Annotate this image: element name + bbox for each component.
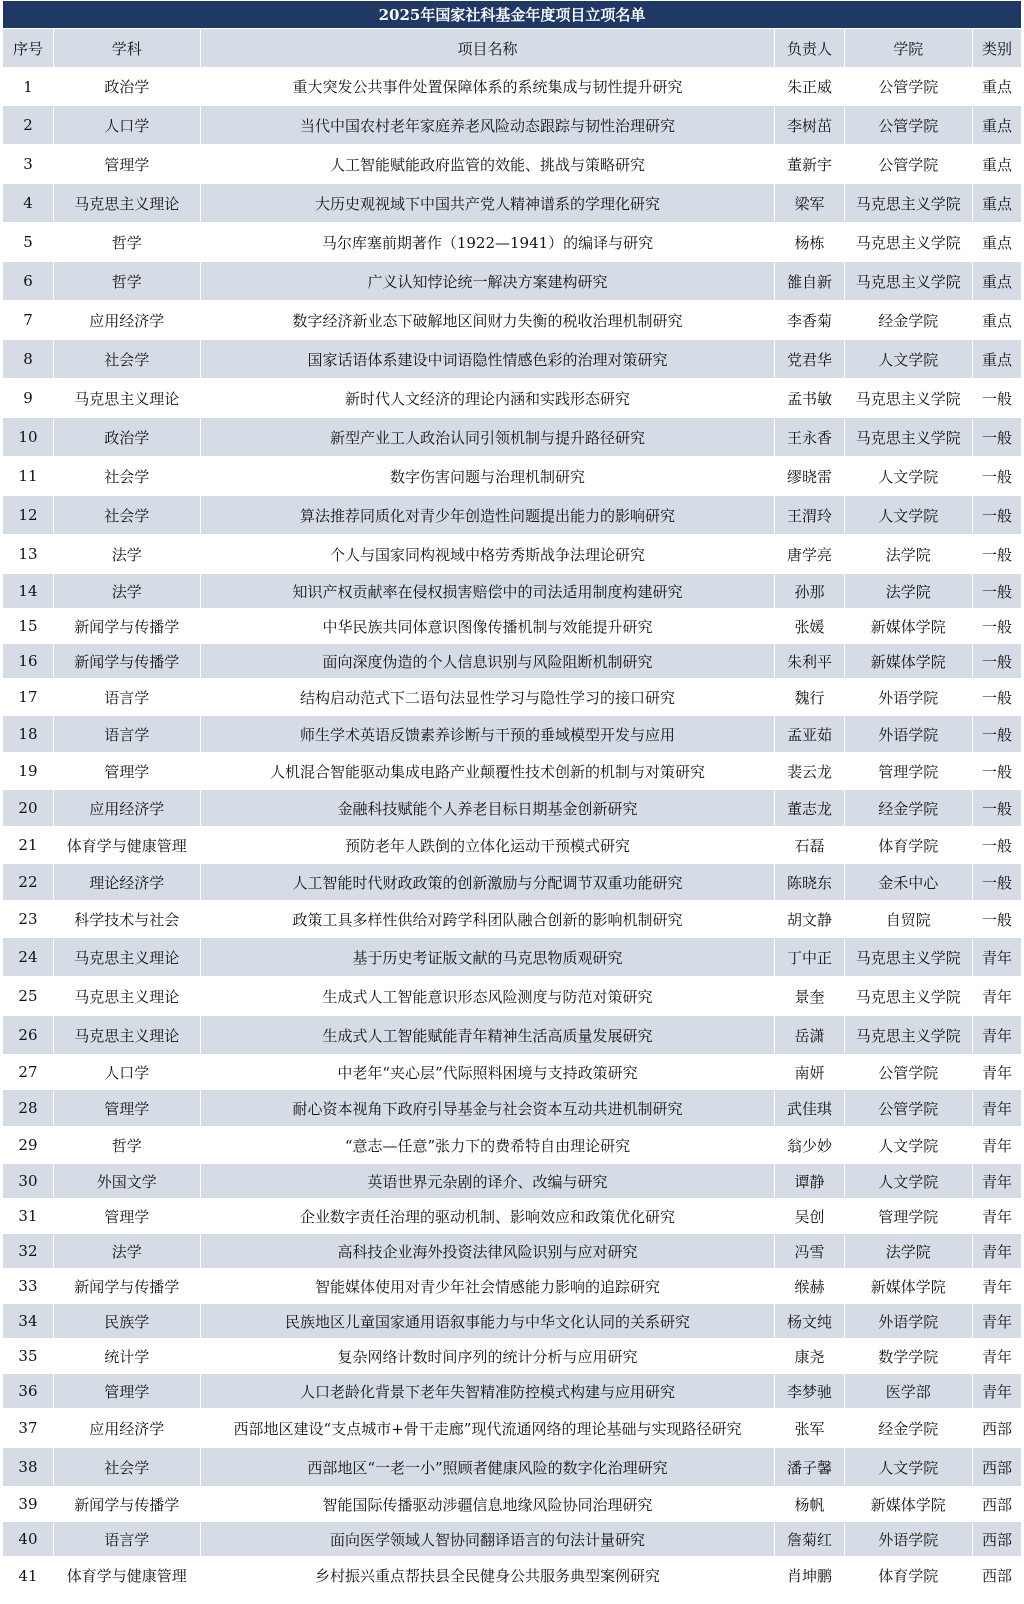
row-index: 25 (3, 977, 54, 1016)
row-category: 一般 (972, 790, 1021, 827)
row-category: 西部 (972, 1409, 1021, 1448)
row-leader: 董志龙 (775, 790, 844, 827)
row-project-name: 结构启动范式下二语句法显性学习与隐性学习的接口研究 (200, 679, 775, 716)
row-discipline: 理论经济学 (53, 864, 200, 901)
table-row (3, 379, 1022, 418)
row-index: 11 (3, 457, 54, 496)
row-discipline: 马克思主义理论 (53, 977, 200, 1016)
table-row (3, 1127, 1022, 1164)
row-project-name: 生成式人工智能赋能青年精神生活高质量发展研究 (200, 1016, 775, 1055)
row-category: 青年 (972, 1055, 1021, 1090)
row-index: 19 (3, 753, 54, 790)
row-school: 经金学院 (844, 790, 972, 827)
row-index: 38 (3, 1448, 54, 1487)
row-school: 人文学院 (844, 457, 972, 496)
row-project-name: 新时代人文经济的理论内涵和实践形态研究 (200, 379, 775, 418)
row-discipline: 哲学 (53, 262, 200, 301)
row-index: 8 (3, 340, 54, 379)
row-index: 35 (3, 1339, 54, 1374)
row-index: 15 (3, 609, 54, 644)
row-school: 外语学院 (844, 1304, 972, 1339)
table-header-row (3, 29, 1022, 68)
row-category: 重点 (972, 301, 1021, 340)
row-school: 新媒体学院 (844, 644, 972, 679)
row-index: 29 (3, 1127, 54, 1164)
table-row (3, 106, 1022, 145)
row-index: 4 (3, 184, 54, 223)
row-leader: 陈晓东 (775, 864, 844, 901)
row-leader: 缑赫 (775, 1269, 844, 1304)
row-index: 34 (3, 1304, 54, 1339)
row-project-name: 人机混合智能驱动集成电路产业颠覆性技术创新的机制与对策研究 (200, 753, 775, 790)
row-school: 外语学院 (844, 679, 972, 716)
row-discipline: 新闻学与传播学 (53, 644, 200, 679)
row-project-name: 数字经济新业态下破解地区间财力失衡的税收治理机制研究 (200, 301, 775, 340)
row-index: 28 (3, 1090, 54, 1127)
row-index: 16 (3, 644, 54, 679)
row-discipline: 哲学 (53, 1127, 200, 1164)
row-discipline: 体育学与健康管理 (53, 1557, 200, 1595)
table-row (3, 301, 1022, 340)
row-discipline: 马克思主义理论 (53, 379, 200, 418)
row-school: 经金学院 (844, 1409, 972, 1448)
row-leader: 朱利平 (775, 644, 844, 679)
row-school: 管理学院 (844, 753, 972, 790)
row-discipline: 体育学与健康管理 (53, 827, 200, 864)
row-index: 33 (3, 1269, 54, 1304)
table-row (3, 1090, 1022, 1127)
row-school: 新媒体学院 (844, 1269, 972, 1304)
table-title: 2025年国家社科基金年度项目立项名单 (3, 1, 1022, 29)
row-project-name: 人工智能时代财政政策的创新激励与分配调节双重功能研究 (200, 864, 775, 901)
col-header-category: 类别 (972, 29, 1021, 68)
row-project-name: 国家话语体系建设中词语隐性情感色彩的治理对策研究 (200, 340, 775, 379)
row-category: 青年 (972, 1016, 1021, 1055)
table-row (3, 262, 1022, 301)
row-leader: 缪晓雷 (775, 457, 844, 496)
row-school: 人文学院 (844, 1127, 972, 1164)
row-discipline: 法学 (53, 1234, 200, 1269)
row-project-name: 算法推荐同质化对青少年创造性问题提出能力的影响研究 (200, 496, 775, 535)
row-leader: 武佳琪 (775, 1090, 844, 1127)
row-category: 青年 (972, 1374, 1021, 1409)
row-category: 一般 (972, 901, 1021, 938)
row-discipline: 法学 (53, 574, 200, 609)
row-category: 青年 (972, 1269, 1021, 1304)
row-project-name: 马尔库塞前期著作（1922—1941）的编译与研究 (200, 223, 775, 262)
row-leader: 康尧 (775, 1339, 844, 1374)
table-row (3, 1409, 1022, 1448)
row-project-name: 西部地区建设“支点城市+骨干走廊”现代流通网络的理论基础与实现路径研究 (200, 1409, 775, 1448)
table-row (3, 1487, 1022, 1522)
row-school: 管理学院 (844, 1199, 972, 1234)
row-leader: 詹菊红 (775, 1522, 844, 1557)
row-discipline: 人口学 (53, 1055, 200, 1090)
row-discipline: 社会学 (53, 496, 200, 535)
row-project-name: 个人与国家同构视域中格劳秀斯战争法理论研究 (200, 535, 775, 574)
row-index: 32 (3, 1234, 54, 1269)
row-project-name: 人口老龄化背景下老年失智精准防控模式构建与应用研究 (200, 1374, 775, 1409)
row-project-name: 知识产权贡献率在侵权损害赔偿中的司法适用制度构建研究 (200, 574, 775, 609)
row-category: 一般 (972, 574, 1021, 609)
row-index: 24 (3, 938, 54, 977)
table-row (3, 457, 1022, 496)
row-project-name: 面向深度伪造的个人信息识别与风险阻断机制研究 (200, 644, 775, 679)
row-project-name: 企业数字责任治理的驱动机制、影响效应和政策优化研究 (200, 1199, 775, 1234)
table-row (3, 1448, 1022, 1487)
table-row (3, 1199, 1022, 1234)
row-discipline: 民族学 (53, 1304, 200, 1339)
row-project-name: 广义认知悖论统一解决方案建构研究 (200, 262, 775, 301)
row-discipline: 社会学 (53, 457, 200, 496)
row-category: 西部 (972, 1557, 1021, 1595)
row-project-name: 西部地区“一老一小”照顾者健康风险的数字化治理研究 (200, 1448, 775, 1487)
row-school: 法学院 (844, 1234, 972, 1269)
row-index: 27 (3, 1055, 54, 1090)
row-category: 重点 (972, 223, 1021, 262)
table-title-row (3, 1, 1022, 29)
row-school: 公管学院 (844, 1090, 972, 1127)
row-leader: 丁中正 (775, 938, 844, 977)
row-category: 青年 (972, 1164, 1021, 1199)
row-school: 马克思主义学院 (844, 223, 972, 262)
row-school: 公管学院 (844, 68, 972, 106)
row-index: 20 (3, 790, 54, 827)
row-project-name: 基于历史考证版文献的马克思物质观研究 (200, 938, 775, 977)
table-row (3, 753, 1022, 790)
row-discipline: 应用经济学 (53, 790, 200, 827)
table-row (3, 901, 1022, 938)
row-discipline: 统计学 (53, 1339, 200, 1374)
row-project-name: 高科技企业海外投资法律风险识别与应对研究 (200, 1234, 775, 1269)
col-header-school: 学院 (844, 29, 972, 68)
row-leader: 肖坤鹏 (775, 1557, 844, 1595)
row-school: 法学院 (844, 535, 972, 574)
row-school: 马克思主义学院 (844, 262, 972, 301)
row-leader: 吴创 (775, 1199, 844, 1234)
row-project-name: 复杂网络计数时间序列的统计分析与应用研究 (200, 1339, 775, 1374)
row-school: 公管学院 (844, 1055, 972, 1090)
row-school: 金禾中心 (844, 864, 972, 901)
row-project-name: 金融科技赋能个人养老目标日期基金创新研究 (200, 790, 775, 827)
row-category: 一般 (972, 644, 1021, 679)
row-index: 12 (3, 496, 54, 535)
row-category: 西部 (972, 1522, 1021, 1557)
row-index: 2 (3, 106, 54, 145)
row-school: 马克思主义学院 (844, 418, 972, 457)
row-discipline: 马克思主义理论 (53, 938, 200, 977)
row-leader: 孙那 (775, 574, 844, 609)
row-project-name: 生成式人工智能意识形态风险测度与防范对策研究 (200, 977, 775, 1016)
row-project-name: 重大突发公共事件处置保障体系的系统集成与韧性提升研究 (200, 68, 775, 106)
row-leader: 李香菊 (775, 301, 844, 340)
row-school: 法学院 (844, 574, 972, 609)
row-project-name: 中老年“夹心层”代际照料困境与支持政策研究 (200, 1055, 775, 1090)
row-index: 40 (3, 1522, 54, 1557)
row-category: 青年 (972, 1199, 1021, 1234)
row-discipline: 政治学 (53, 418, 200, 457)
row-leader: 景奎 (775, 977, 844, 1016)
row-category: 一般 (972, 609, 1021, 644)
row-leader: 党君华 (775, 340, 844, 379)
row-category: 一般 (972, 753, 1021, 790)
table-row (3, 1557, 1022, 1595)
row-project-name: 中华民族共同体意识图像传播机制与效能提升研究 (200, 609, 775, 644)
row-leader: 梁军 (775, 184, 844, 223)
row-index: 10 (3, 418, 54, 457)
row-discipline: 管理学 (53, 1090, 200, 1127)
row-project-name: 大历史观视域下中国共产党人精神谱系的学理化研究 (200, 184, 775, 223)
table-row (3, 418, 1022, 457)
table-row (3, 790, 1022, 827)
row-category: 一般 (972, 379, 1021, 418)
row-discipline: 马克思主义理论 (53, 1016, 200, 1055)
row-index: 21 (3, 827, 54, 864)
row-leader: 杨文纯 (775, 1304, 844, 1339)
row-discipline: 政治学 (53, 68, 200, 106)
row-school: 马克思主义学院 (844, 1016, 972, 1055)
col-header-leader: 负责人 (775, 29, 844, 68)
row-school: 体育学院 (844, 1557, 972, 1595)
table-row (3, 1339, 1022, 1374)
table-row (3, 938, 1022, 977)
row-category: 青年 (972, 1234, 1021, 1269)
table-row (3, 1374, 1022, 1409)
row-category: 重点 (972, 262, 1021, 301)
row-discipline: 管理学 (53, 145, 200, 184)
row-leader: 裴云龙 (775, 753, 844, 790)
row-index: 7 (3, 301, 54, 340)
row-leader: 石磊 (775, 827, 844, 864)
row-category: 重点 (972, 106, 1021, 145)
row-leader: 雒自新 (775, 262, 844, 301)
row-index: 31 (3, 1199, 54, 1234)
row-school: 人文学院 (844, 496, 972, 535)
row-project-name: 面向医学领域人智协同翻译语言的句法计量研究 (200, 1522, 775, 1557)
row-leader: 董新宇 (775, 145, 844, 184)
col-header-discipline: 学科 (53, 29, 200, 68)
row-leader: 王渭玲 (775, 496, 844, 535)
row-leader: 朱正威 (775, 68, 844, 106)
row-school: 公管学院 (844, 106, 972, 145)
row-category: 重点 (972, 145, 1021, 184)
row-index: 36 (3, 1374, 54, 1409)
row-school: 外语学院 (844, 1522, 972, 1557)
row-category: 一般 (972, 679, 1021, 716)
col-header-index: 序号 (3, 29, 54, 68)
row-school: 体育学院 (844, 827, 972, 864)
row-category: 重点 (972, 184, 1021, 223)
row-discipline: 哲学 (53, 223, 200, 262)
row-discipline: 科学技术与社会 (53, 901, 200, 938)
row-leader: 李梦驰 (775, 1374, 844, 1409)
row-school: 新媒体学院 (844, 1487, 972, 1522)
table-row (3, 1164, 1022, 1199)
row-leader: 岳潇 (775, 1016, 844, 1055)
table-row (3, 1522, 1022, 1557)
row-leader: 冯雪 (775, 1234, 844, 1269)
row-project-name: 乡村振兴重点帮扶县全民健身公共服务典型案例研究 (200, 1557, 775, 1595)
table-row (3, 340, 1022, 379)
row-leader: 李树茁 (775, 106, 844, 145)
row-project-name: 数字伤害问题与治理机制研究 (200, 457, 775, 496)
row-school: 自贸院 (844, 901, 972, 938)
row-leader: 南妍 (775, 1055, 844, 1090)
table-body (3, 68, 1022, 1595)
table-row (3, 1234, 1022, 1269)
row-project-name: “意志—任意”张力下的费希特自由理论研究 (200, 1127, 775, 1164)
row-discipline: 新闻学与传播学 (53, 609, 200, 644)
col-header-project: 项目名称 (200, 29, 775, 68)
row-discipline: 新闻学与传播学 (53, 1269, 200, 1304)
row-discipline: 人口学 (53, 106, 200, 145)
row-project-name: 智能国际传播驱动涉疆信息地缘风险协同治理研究 (200, 1487, 775, 1522)
row-school: 人文学院 (844, 1164, 972, 1199)
row-project-name: 政策工具多样性供给对跨学科团队融合创新的影响机制研究 (200, 901, 775, 938)
row-index: 14 (3, 574, 54, 609)
row-category: 一般 (972, 496, 1021, 535)
row-index: 37 (3, 1409, 54, 1448)
row-category: 青年 (972, 1339, 1021, 1374)
row-discipline: 应用经济学 (53, 1409, 200, 1448)
row-leader: 唐学亮 (775, 535, 844, 574)
row-leader: 孟书敏 (775, 379, 844, 418)
row-index: 41 (3, 1557, 54, 1595)
row-category: 一般 (972, 418, 1021, 457)
row-index: 1 (3, 68, 54, 106)
table-row (3, 1016, 1022, 1055)
row-project-name: 民族地区儿童国家通用语叙事能力与中华文化认同的关系研究 (200, 1304, 775, 1339)
table-row (3, 977, 1022, 1016)
row-school: 公管学院 (844, 145, 972, 184)
row-leader: 胡文静 (775, 901, 844, 938)
row-leader: 杨栋 (775, 223, 844, 262)
row-category: 西部 (972, 1487, 1021, 1522)
row-index: 5 (3, 223, 54, 262)
row-project-name: 耐心资本视角下政府引导基金与社会资本互动共进机制研究 (200, 1090, 775, 1127)
row-index: 39 (3, 1487, 54, 1522)
table-row (3, 1304, 1022, 1339)
row-leader: 张军 (775, 1409, 844, 1448)
row-discipline: 管理学 (53, 1374, 200, 1409)
table-row (3, 644, 1022, 679)
row-leader: 魏行 (775, 679, 844, 716)
row-discipline: 管理学 (53, 1199, 200, 1234)
row-category: 一般 (972, 457, 1021, 496)
row-school: 数学学院 (844, 1339, 972, 1374)
row-discipline: 新闻学与传播学 (53, 1487, 200, 1522)
row-project-name: 预防老年人跌倒的立体化运动干预模式研究 (200, 827, 775, 864)
row-category: 一般 (972, 716, 1021, 753)
row-discipline: 法学 (53, 535, 200, 574)
row-project-name: 当代中国农村老年家庭养老风险动态跟踪与韧性治理研究 (200, 106, 775, 145)
row-category: 青年 (972, 1127, 1021, 1164)
row-discipline: 语言学 (53, 679, 200, 716)
row-category: 青年 (972, 977, 1021, 1016)
row-school: 马克思主义学院 (844, 977, 972, 1016)
row-index: 23 (3, 901, 54, 938)
row-leader: 张媛 (775, 609, 844, 644)
table-row (3, 574, 1022, 609)
row-category: 西部 (972, 1448, 1021, 1487)
row-project-name: 英语世界元杂剧的译介、改编与研究 (200, 1164, 775, 1199)
table-row (3, 827, 1022, 864)
row-leader: 王永香 (775, 418, 844, 457)
row-index: 17 (3, 679, 54, 716)
row-index: 18 (3, 716, 54, 753)
row-school: 外语学院 (844, 716, 972, 753)
table-row (3, 184, 1022, 223)
row-leader: 杨帆 (775, 1487, 844, 1522)
row-category: 重点 (972, 68, 1021, 106)
table-row (3, 1269, 1022, 1304)
row-project-name: 人工智能赋能政府监管的效能、挑战与策略研究 (200, 145, 775, 184)
row-project-name: 新型产业工人政治认同引领机制与提升路径研究 (200, 418, 775, 457)
row-category: 青年 (972, 938, 1021, 977)
row-discipline: 马克思主义理论 (53, 184, 200, 223)
row-leader: 潘子馨 (775, 1448, 844, 1487)
row-discipline: 社会学 (53, 1448, 200, 1487)
row-school: 人文学院 (844, 1448, 972, 1487)
row-discipline: 外国文学 (53, 1164, 200, 1199)
row-project-name: 师生学术英语反馈素养诊断与干预的垂域模型开发与应用 (200, 716, 775, 753)
row-school: 马克思主义学院 (844, 379, 972, 418)
row-leader: 孟亚茹 (775, 716, 844, 753)
row-school: 马克思主义学院 (844, 938, 972, 977)
table-row (3, 223, 1022, 262)
table-row (3, 679, 1022, 716)
row-index: 9 (3, 379, 54, 418)
row-discipline: 管理学 (53, 753, 200, 790)
row-index: 13 (3, 535, 54, 574)
row-project-name: 智能媒体使用对青少年社会情感能力影响的追踪研究 (200, 1269, 775, 1304)
row-leader: 翁少妙 (775, 1127, 844, 1164)
row-school: 医学部 (844, 1374, 972, 1409)
row-category: 一般 (972, 535, 1021, 574)
row-discipline: 语言学 (53, 716, 200, 753)
row-index: 6 (3, 262, 54, 301)
project-table (2, 0, 1022, 1595)
row-index: 3 (3, 145, 54, 184)
row-category: 一般 (972, 827, 1021, 864)
table-row (3, 716, 1022, 753)
row-school: 经金学院 (844, 301, 972, 340)
row-category: 一般 (972, 864, 1021, 901)
row-index: 22 (3, 864, 54, 901)
row-school: 马克思主义学院 (844, 184, 972, 223)
table-row (3, 535, 1022, 574)
table-row (3, 145, 1022, 184)
table-row (3, 1055, 1022, 1090)
row-category: 青年 (972, 1090, 1021, 1127)
row-index: 30 (3, 1164, 54, 1199)
row-leader: 谭静 (775, 1164, 844, 1199)
row-discipline: 应用经济学 (53, 301, 200, 340)
table-row (3, 68, 1022, 106)
row-category: 青年 (972, 1304, 1021, 1339)
row-discipline: 语言学 (53, 1522, 200, 1557)
row-discipline: 社会学 (53, 340, 200, 379)
row-index: 26 (3, 1016, 54, 1055)
table-row (3, 609, 1022, 644)
table-row (3, 496, 1022, 535)
table-row (3, 864, 1022, 901)
row-category: 重点 (972, 340, 1021, 379)
row-school: 人文学院 (844, 340, 972, 379)
row-school: 新媒体学院 (844, 609, 972, 644)
